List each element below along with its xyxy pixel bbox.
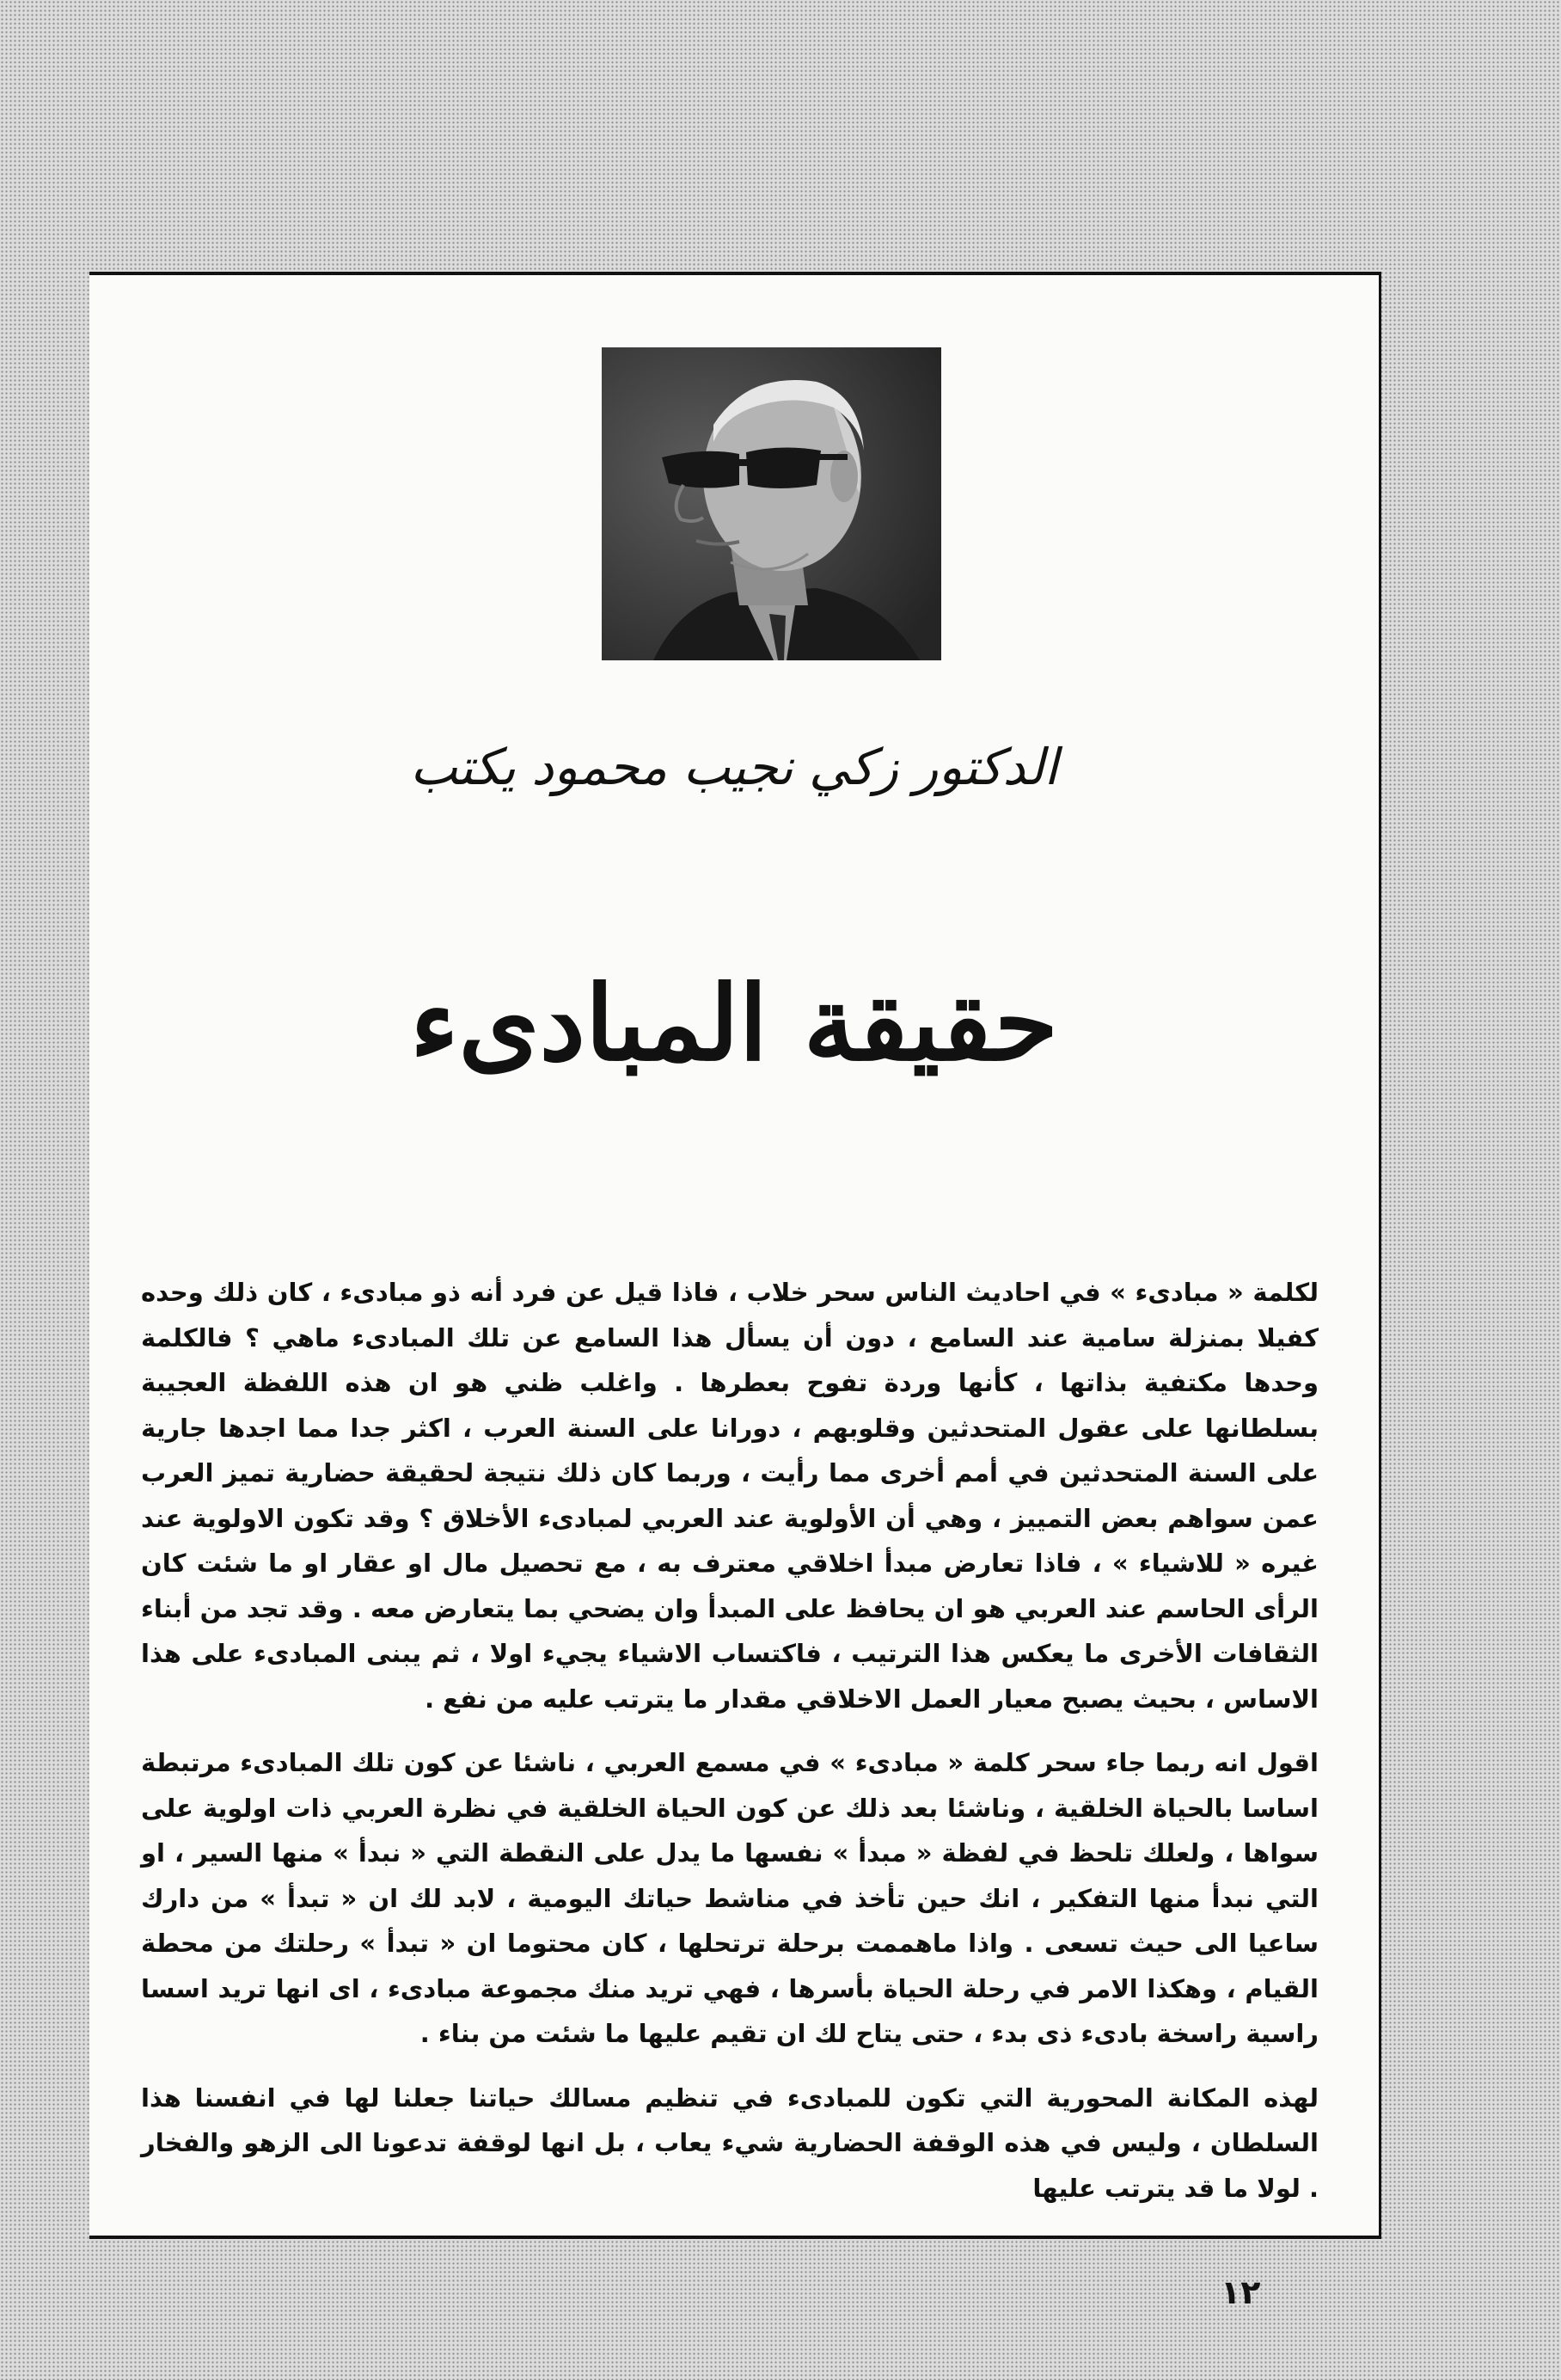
- body-paragraph: اقول انه ربما جاء سحر كلمة « مبادىء » في مسمع العربي ، ناشئا عن كون تلك المبادىء مرتبطة اساسا بالحياة الخلقية ، وناشئا بعد ذلك عن كون الحياة الخلقية في نظرة العربي ذات اولوية على سواها ، ولعلك تلحظ في لفظة « مبدأ » نفسها ما يدل على النقطة التي « نبدأ » منها السير ، او التي نبدأ منها التفكير ، انك حين تأخذ في مناشط حياتك اليومية ، لابد لك ان « تبدأ » من دارك ساعيا الى حيث تسعى . واذا ماهممت برحلة ترتحلها ، كان محتوما ان « تبدأ » رحلتك من محطة القيام ، وهكذا الامر في رحلة الحياة بأسرها ، فهي تريد منك مجموعة مبادىء ، اى انها تريد اسسا راسية راسخة بادىء ذى بدء ، حتى يتاح لك ان تقيم عليها ما شئت من بناء .: [141, 1748, 1319, 2048]
- article-title: حقيقة المبادىء: [410, 963, 1058, 1084]
- body-paragraph: لكلمة « مبادىء » في احاديث الناس سحر خلاب ، فاذا قيل عن فرد أنه ذو مبادىء ، كان ذلك وحده كفيلا بمنزلة سامية عند السامع ، دون أن يسأل هذا السامع عن تلك المبادىء ماهي ؟ فالكلمة وحدها مكتفية بذاتها ، كأنها وردة تفوح بعطرها . واغلب ظني هو ان هذه اللفظة العجيبة بسلطانها على عقول المتحدثين وقلوبهم ، دورانا على السنة العرب ، اكثر جدا مما اجدها جارية على السنة المتحدثين في أمم أخرى مما رأيت ، وربما كان ذلك نتيجة لحقيقة حضارية تميز العرب عمن سواهم بعض التمييز ، وهي أن الأولوية عند العربي لمبادىء الأخلاق ؟ وقد تكون الاولوية عند غيره « للاشياء » ، فاذا تعارض مبدأ اخلاقي معترف به ، مع تحصيل مال او عقار او ما شئت كان الرأى الحاسم عند العربي هو ان يحافظ على المبدأ وان يضحي بما يتعارض معه . وقد تجد من أبناء الثقافات الأخرى ما يعكس هذا الترتيب ، فاكتساب الاشياء يجيء اولا ، ثم يبنى المبادىء على هذا الاساس ، بحيث يصبح معيار العمل الاخلاقي مقدار ما يترتب عليه من نفع .: [141, 1278, 1319, 1714]
- page-number: ١٢: [1221, 2273, 1261, 2311]
- author-portrait-image: [602, 347, 941, 660]
- magazine-page: [89, 272, 1381, 2239]
- article-body: [141, 1270, 1319, 2230]
- author-byline: الدكتور زكي نجيب محمود يكتب: [410, 738, 1058, 796]
- body-paragraph: لهذه المكانة المحورية التي تكون للمبادىء في تنظيم مسالك حياتنا جعلنا لها في انفسنا هذا السلطان ، وليس في هذه الوقفة الحضارية شيء يعاب ، بل انها لوقفة تدعونا الى الزهو والفخار . لولا ما قد يترتب عليها: [141, 2082, 1319, 2203]
- author-photo: [602, 347, 941, 660]
